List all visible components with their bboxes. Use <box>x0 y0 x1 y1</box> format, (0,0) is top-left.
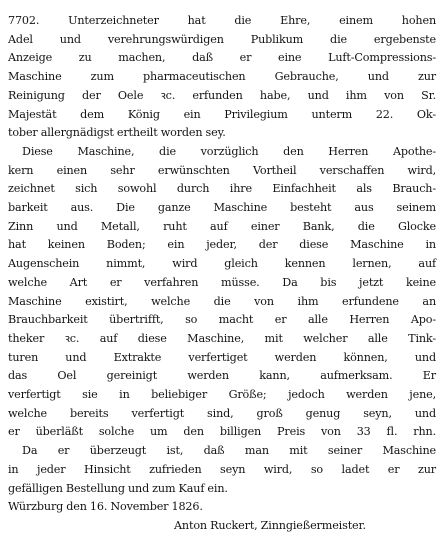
notice-line: er überläßt solche um den billigen Preis von 33 fl. rhn. <box>8 425 436 439</box>
notice-line: barkeit aus. Die ganze Maschine besteht aus seinem <box>8 201 436 215</box>
notice-signature: Anton Ruckert, Zinngießermeister. <box>174 518 366 532</box>
notice-line: tober allergnädigst ertheilt worden sey. <box>8 126 226 140</box>
notice-line: theker ꝛc. auf diese Maschine, mit welcher alle Tink- <box>8 331 436 345</box>
notice-line: turen und Extrakte verfertiget werden können, und <box>8 350 436 364</box>
notice-line: Augenschein nimmt, wird gleich kennen lernen, auf <box>8 257 436 271</box>
notice-line: in jeder Hinsicht zufrieden seyn wird, so ladet er zur <box>8 462 436 476</box>
notice-line: Adel und verehrungswürdigen Publikum die ergebenste <box>8 32 436 46</box>
notice-line: Diese Maschine, die vorzüglich den Herren Apothe- <box>22 144 436 158</box>
notice-line: zeichnet sich sowohl durch ihre Einfachheit als Brauch- <box>8 182 436 196</box>
notice-line: hat keinen Boden; ein jeder, der diese Maschine in <box>8 238 436 252</box>
notice-line: Maschine zum pharmaceutischen Gebrauche, und zur <box>8 70 436 84</box>
notice-line: Zinn und Metall, ruht auf einer Bank, die Glocke <box>8 219 436 233</box>
notice-dateline: Würzburg den 16. November 1826. <box>8 500 203 514</box>
notice-line: verfertigt sie in beliebiger Größe; jedoch werden jene, <box>8 388 436 402</box>
notice-line: 7702. Unterzeichneter hat die Ehre, einem hohen <box>8 14 436 27</box>
notice-line: Majestät dem König ein Privilegium unterm 22. Ok- <box>8 107 436 121</box>
notice-line: welche bereits verfertigt sind, groß genug seyn, und <box>8 406 436 420</box>
notice-line: Brauchbarkeit übertrifft, so macht er alle Herren Apo- <box>8 313 436 327</box>
notice-line: kern einen sehr erwünschten Vortheil verschaffen wird, <box>8 163 436 177</box>
notice-line: das Oel gereinigt werden kann, aufmerksam. Er <box>8 369 436 383</box>
notice-line: Anzeige zu machen, daß er eine Luft-Compressions- <box>8 51 436 65</box>
notice-line: gefälligen Bestellung und zum Kauf ein. <box>8 481 228 495</box>
notice-line: Da er überzeugt ist, daß man mit seiner Maschine <box>22 444 436 458</box>
notice-line: welche Art er verfahren müsse. Da bis jetzt keine <box>8 275 436 289</box>
notice-line: Maschine existirt, welche die von ihm erfundene an <box>8 294 436 308</box>
notice-line: Reinigung der Oele ꝛc. erfunden habe, und ihm von Sr. <box>8 88 436 102</box>
